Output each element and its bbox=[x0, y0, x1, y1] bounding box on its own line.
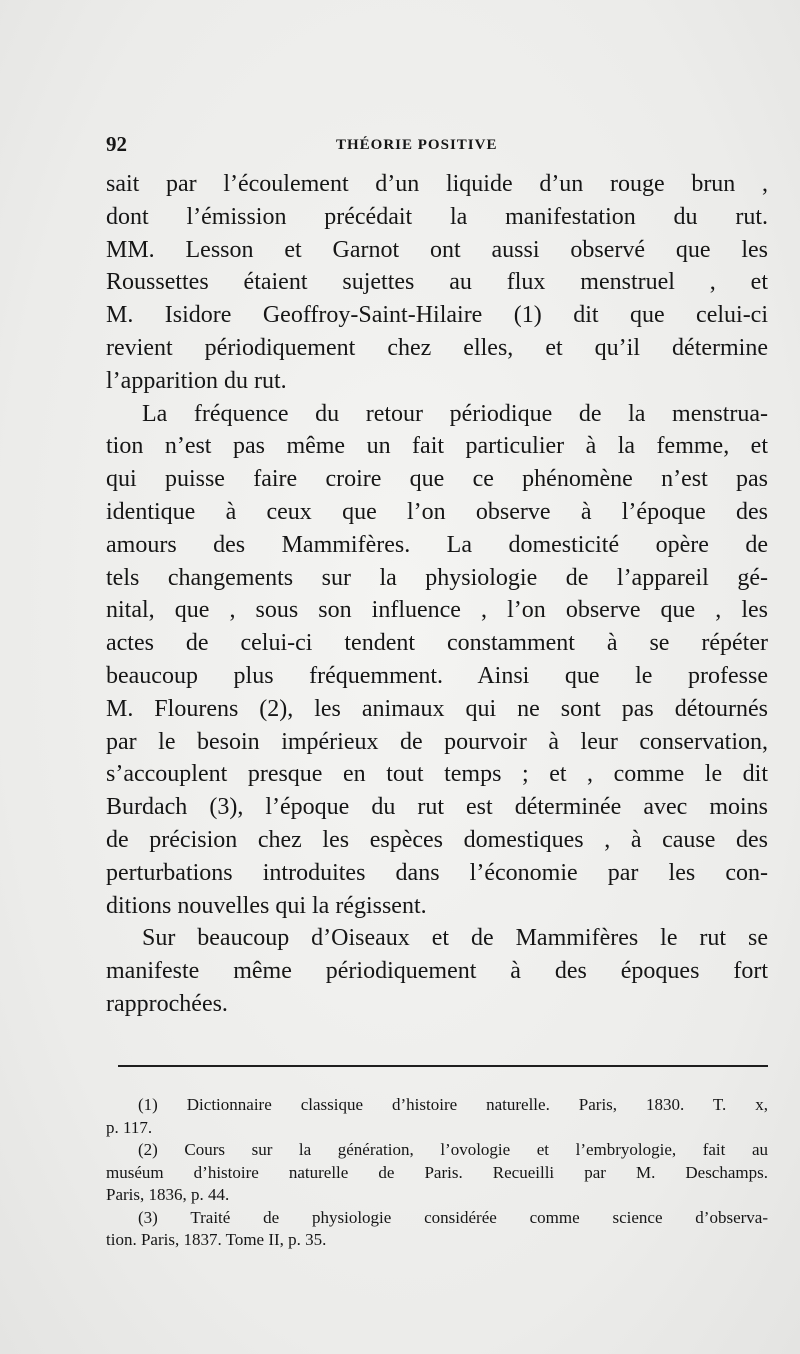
footnotes bbox=[106, 1094, 768, 1252]
text-line: MM. Lesson et Garnot ont aussi observé que les bbox=[106, 236, 768, 263]
text-line: nital, que , sous son influence , l’on observe que , les bbox=[106, 597, 768, 624]
text-line: tion n’est pas même un fait particulier à la femme, et bbox=[106, 433, 768, 460]
text-line: qui puisse faire croire que ce phénomène n’est pas bbox=[106, 466, 768, 493]
body-text bbox=[106, 168, 768, 1021]
text-line: amours des Mammifères. La domesticité opère de bbox=[106, 531, 768, 558]
footnote-line: (1) Dictionnaire classique d’histoire naturelle. Paris, 1830. T. x, bbox=[138, 1095, 768, 1114]
footnote-line: (3) Traité de physiologie considérée comme science d’observa- bbox=[138, 1207, 768, 1227]
footnote-divider bbox=[118, 1065, 768, 1067]
running-head bbox=[106, 132, 768, 160]
page-number: 92 bbox=[106, 132, 127, 156]
text-line: manifeste même périodiquement à des époques fort bbox=[106, 958, 768, 985]
text-line: s’accouplent presque en tout temps ; et , comme le dit bbox=[106, 761, 768, 788]
footnote-line: p. 117. bbox=[106, 1117, 153, 1137]
footnote-line: (2) Cours sur la génération, l’ovologie et l’embryologie, fait au bbox=[138, 1140, 768, 1159]
footnote-line: muséum d’histoire naturelle de Paris. Recueilli par M. Deschamps. bbox=[106, 1162, 768, 1182]
text-line: Roussettes étaient sujettes au flux menstruel , et bbox=[106, 269, 768, 296]
text-line: identique à ceux que l’on observe à l’époque des bbox=[106, 498, 768, 525]
text-line: l’apparition du rut. bbox=[106, 367, 287, 394]
text-line: revient périodiquement chez elles, et qu’il détermine bbox=[106, 334, 768, 361]
text-line: tels changements sur la physiologie de l’appareil gé- bbox=[106, 564, 768, 591]
text-line: beaucoup plus fréquemment. Ainsi que le professe bbox=[106, 662, 768, 689]
text-line: rapprochées. bbox=[106, 990, 228, 1017]
footnote-line: Paris, 1836, p. 44. bbox=[106, 1185, 230, 1204]
text-line: ditions nouvelles qui la régissent. bbox=[106, 892, 427, 919]
text-line: perturbations introduites dans l’économie par les con- bbox=[106, 859, 768, 886]
text-line: par le besoin impérieux de pourvoir à leur conservation, bbox=[106, 728, 768, 755]
text-line: M. Isidore Geoffroy-Saint-Hilaire (1) dit que celui-ci bbox=[106, 302, 768, 329]
text-line: sait par l’écoulement d’un liquide d’un rouge brun , bbox=[106, 171, 768, 197]
text-line: Burdach (3), l’époque du rut est déterminée avec moins bbox=[106, 794, 768, 821]
text-line: de précision chez les espèces domestiques , à cause des bbox=[106, 826, 768, 853]
text-line: M. Flourens (2), les animaux qui ne sont pas détournés bbox=[106, 695, 768, 722]
footnote-line: tion. Paris, 1837. Tome II, p. 35. bbox=[106, 1230, 327, 1249]
running-title: THÉORIE POSITIVE bbox=[336, 137, 498, 153]
text-line: actes de celui-ci tendent constamment à se répéter bbox=[106, 630, 768, 657]
text-line: La fréquence du retour périodique de la menstrua- bbox=[142, 400, 768, 427]
text-line: dont l’émission précédait la manifestation du rut. bbox=[106, 203, 768, 230]
text-line: Sur beaucoup d’Oiseaux et de Mammifères le rut se bbox=[142, 925, 768, 952]
